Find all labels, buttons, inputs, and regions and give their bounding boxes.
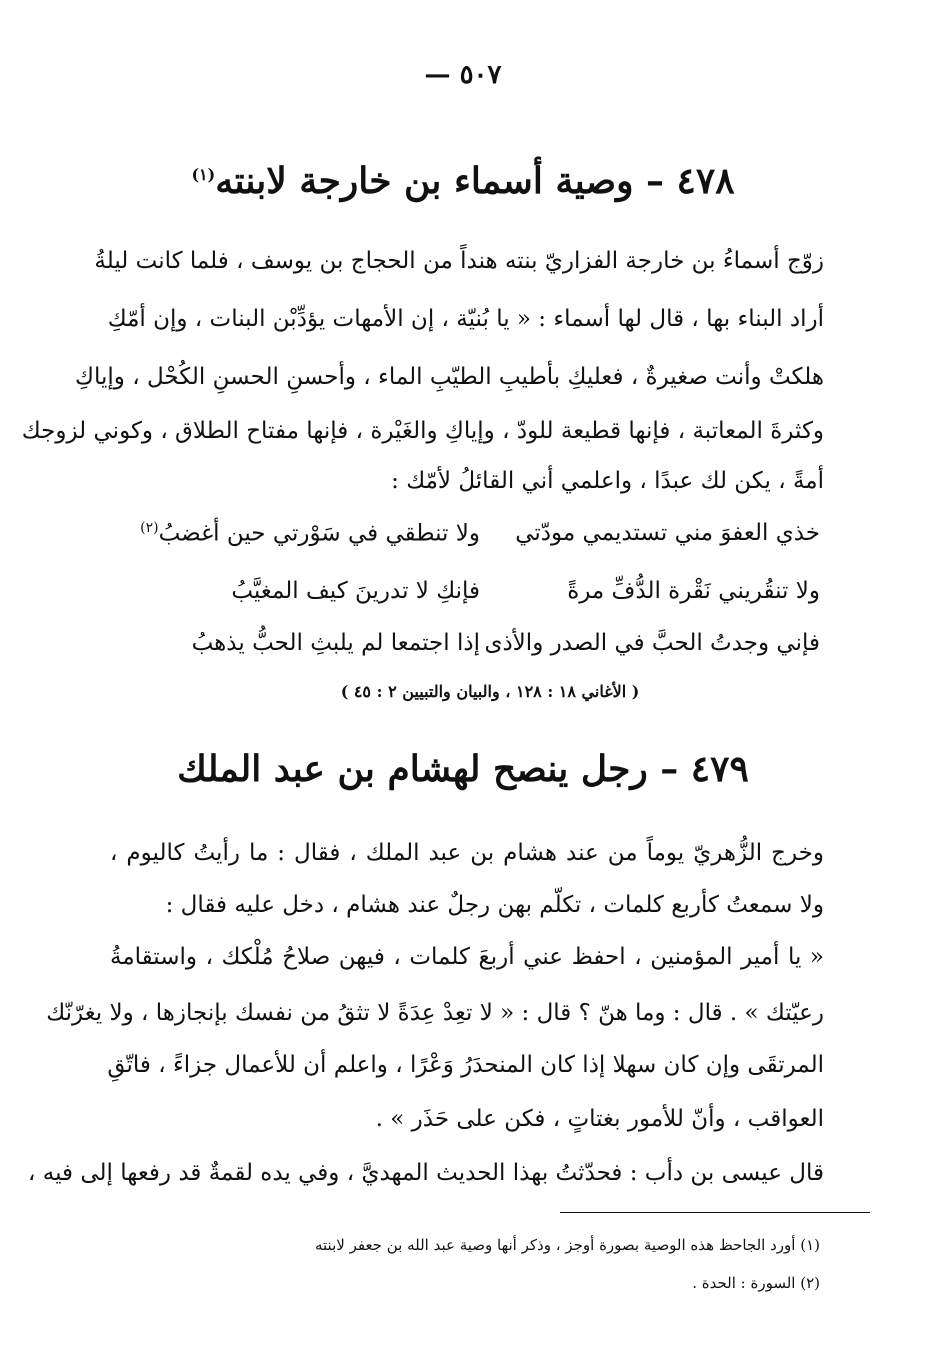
footnote-marker-2: (٢) — [140, 520, 159, 536]
section-479-line-6: العواقب ، وأنّ للأمور بغتاتٍ ، فكن على حَذَر » . — [375, 1106, 824, 1132]
section-478-line-2: أراد البناء بها ، قال لها أسماء : « يا بُنيّة ، إن الأمهات يؤدِّبْن البنات ، وإن أمّكِ — [107, 306, 824, 332]
section-479-line-1: وخرج الزُّهريّ يوماً من عند هشام بن عبد الملك ، فقال : ما رأيتُ كاليوم ، — [110, 840, 824, 866]
footnote-2: (٢) السورة : الحدة . — [692, 1274, 820, 1292]
verse-3-first-hemistich: فإني وجدتُ الحبَّ في الصدر والأذى — [484, 630, 820, 656]
section-479-line-3: « يا أمير المؤمنين ، احفظ عني أربعَ كلمات ، فيهن صلاحُ مُلْكك ، واستقامةُ — [110, 944, 824, 970]
section-479-line-5: المرتقَى وإن كان سهلا إذا كان المنحدَرُ وَعْرًا ، واعلم أن للأعمال جزاءً ، فاتّقِ — [107, 1052, 824, 1078]
section-478-line-3: هلكتْ وأنت صغيرةٌ ، فعليكِ بأطيبِ الطيّبِ الماء ، وأحسنِ الحسنِ الكُحْل ، وإياكِ — [75, 364, 824, 390]
footnote-divider — [560, 1212, 870, 1213]
section-478-line-5: أمةً ، يكن لك عبدًا ، واعلمي أني القائلُ لأمّك : — [391, 468, 824, 494]
section-479-line-7: قال عيسى بن دأب : فحدّثتُ بهذا الحديث المهديَّ ، وفي يده لقمةٌ قد رفعها إلى فيه ، — [28, 1160, 824, 1186]
verse-2-second-hemistich: فإنكِ لا تدرينَ كيف المغيَّبُ — [231, 578, 480, 604]
section-478-title — [80, 160, 846, 202]
verse-1-first-hemistich: خذي العفوَ مني تستديمي مودّتي — [515, 520, 820, 546]
section-479-line-2: ولا سمعتُ كأربع كلمات ، تكلّم بهن رجلٌ عند هشام ، دخل عليه فقال : — [165, 892, 824, 918]
verse-1-second-hemistich — [140, 520, 480, 547]
footnote-1: (١) أورد الجاحظ هذه الوصية بصورة أوجز ، وذكر أنها وصية عبد الله بن جعفر لابنته — [314, 1236, 820, 1254]
verse-2-first-hemistich: ولا تنقُريني نَقْرة الدُّفِّ مرةً — [567, 578, 820, 604]
verse-2 — [160, 578, 820, 618]
source-citation: ( الأغاني ١٨ : ١٢٨ ، والبيان والتبيين ٢ : ٤٥ ) — [340, 682, 640, 701]
verse-1 — [140, 520, 820, 560]
section-478-line-1: زوّج أسماءُ بن خارجة الفزاريّ بنته هنداً من الحجاج بن يوسف ، فلما كانت ليلةُ — [94, 248, 824, 274]
section-479-line-4: رعيّتك » . قال : وما هنّ ؟ قال : « لا تعِدْ عِدَةً لا تثقُ من نفسك بإنجازها ، ولا يغرّنّك — [46, 1000, 824, 1026]
footnote-marker-1: (١) — [191, 165, 216, 184]
verse-1-second-text: ولا تنطقي في سَوْرتي حين أغضبُ — [158, 520, 480, 547]
page-number: — ٥٠٧ — [424, 60, 502, 90]
section-478-title-text: ٤٧٨ – وصية أسماء بن خارجة لابنته — [215, 160, 735, 202]
section-479-title: ٤٧٩ – رجل ينصح لهشام بن عبد الملك — [177, 748, 749, 790]
verse-3-second-hemistich: إذا اجتمعا لم يلبثِ الحبُّ يذهبُ — [191, 630, 480, 656]
verse-3 — [160, 630, 820, 670]
section-478-line-4: وكثرةَ المعاتبة ، فإنها قطيعة للودّ ، وإياكِ والغَيْرة ، فإنها مفتاح الطلاق ، وكوني لزوجك — [21, 418, 824, 444]
